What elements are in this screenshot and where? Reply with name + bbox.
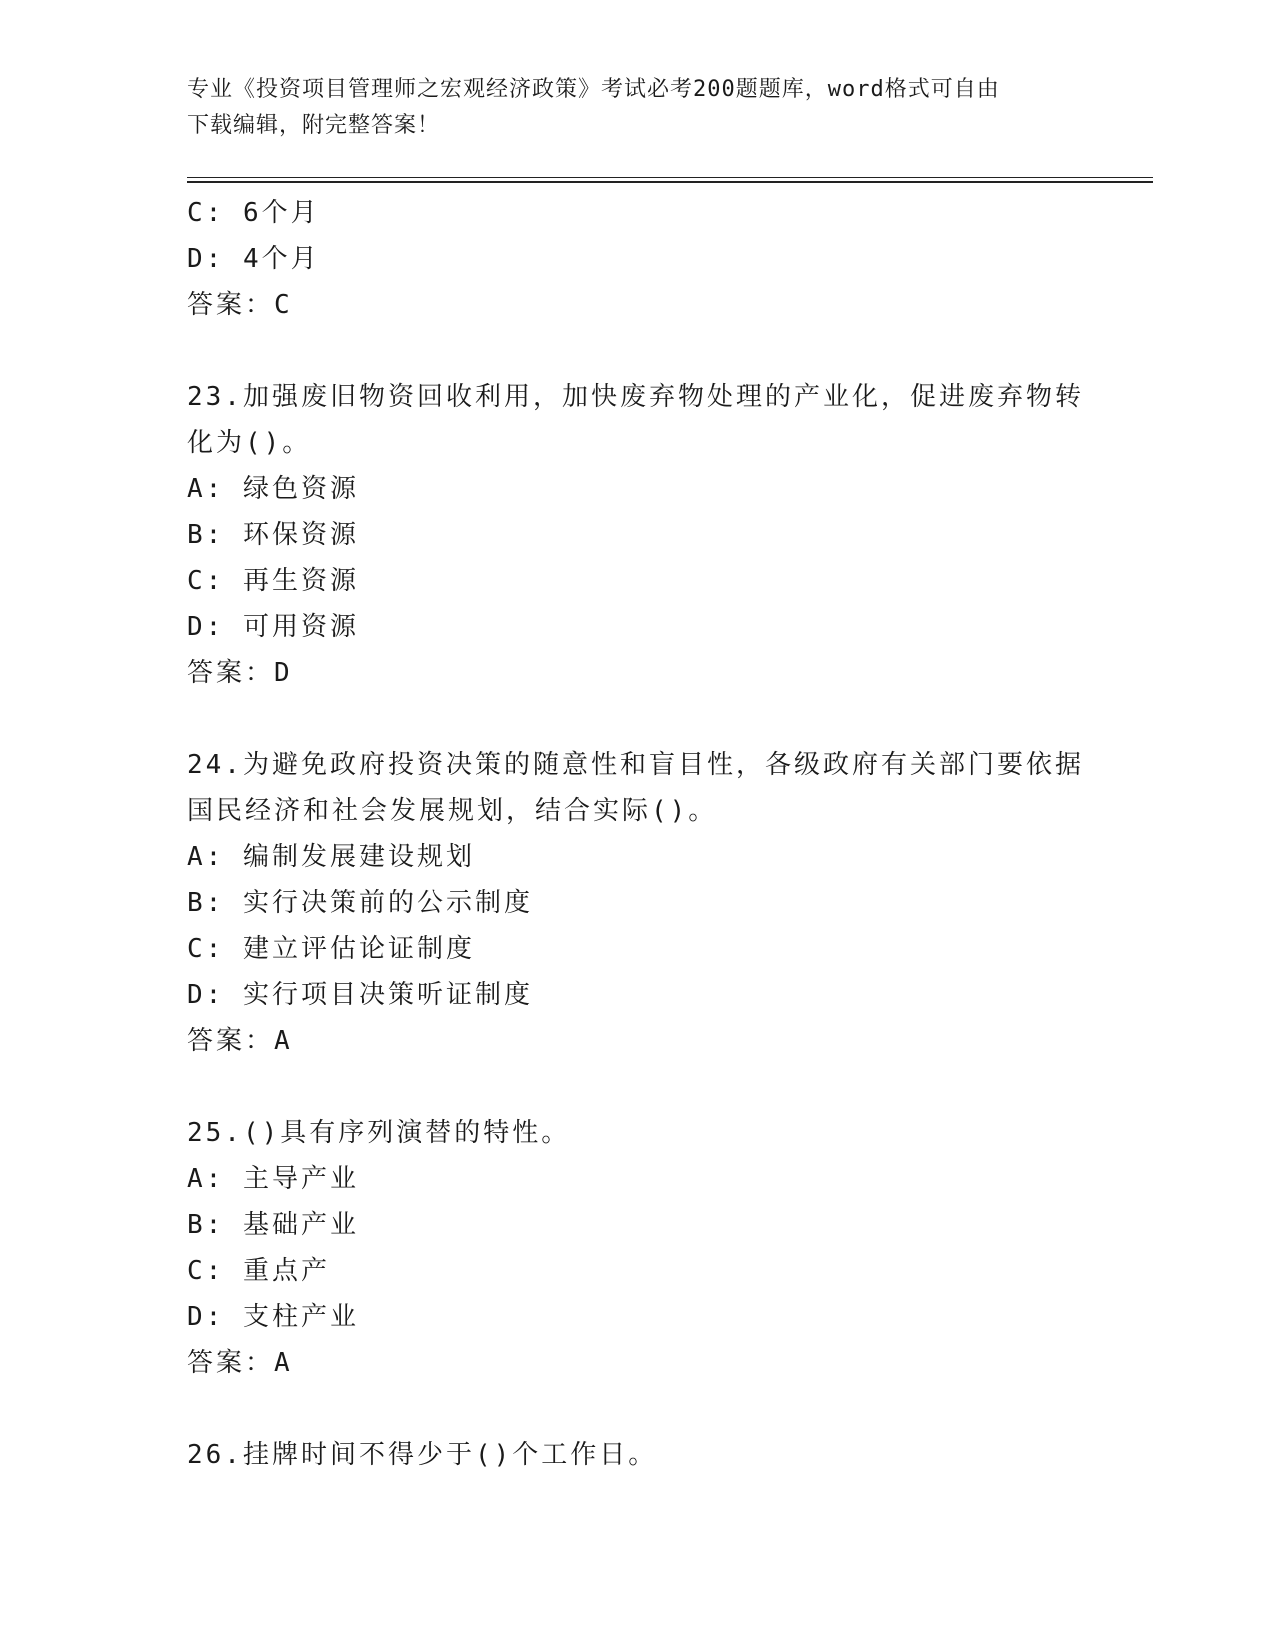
option-d: D: 支柱产业 xyxy=(187,1302,359,1332)
question-stem-continued: 化为()。 xyxy=(187,428,312,458)
question-24 xyxy=(187,742,1107,1064)
question-stem: 24.为避免政府投资决策的随意性和盲目性，各级政府有关部门要依据 xyxy=(187,750,1084,780)
question-stem: 26.挂牌时间不得少于()个工作日。 xyxy=(187,1440,658,1470)
question-25 xyxy=(187,1110,1107,1386)
option-d: D: 实行项目决策听证制度 xyxy=(187,980,533,1010)
option-b: B: 基础产业 xyxy=(187,1210,359,1240)
answer: 答案：D xyxy=(187,658,293,688)
option-c: C: 建立评估论证制度 xyxy=(187,934,475,964)
spacer xyxy=(187,1064,1107,1110)
document-header xyxy=(187,72,1067,144)
option-a: A: 主导产业 xyxy=(187,1164,359,1194)
question-stem: 23.加强废旧物资回收利用，加快废弃物处理的产业化，促进废弃物转 xyxy=(187,382,1084,412)
carryover-answer: 答案：C xyxy=(187,290,293,320)
header-line-2: 下载编辑，附完整答案！ xyxy=(187,113,441,138)
answer: 答案：A xyxy=(187,1348,293,1378)
option-c: C: 重点产 xyxy=(187,1256,330,1286)
option-d: D: 可用资源 xyxy=(187,612,359,642)
header-divider-thick xyxy=(187,181,1153,183)
option-a: A: 编制发展建设规划 xyxy=(187,842,475,872)
answer: 答案：A xyxy=(187,1026,293,1056)
option-b: B: 实行决策前的公示制度 xyxy=(187,888,533,918)
question-list xyxy=(187,190,1107,1478)
spacer xyxy=(187,1386,1107,1432)
question-stem: 25.()具有序列演替的特性。 xyxy=(187,1118,571,1148)
header-line-1: 专业《投资项目管理师之宏观经济政策》考试必考200题题库，word格式可自由 xyxy=(187,77,1000,102)
option-c: C: 再生资源 xyxy=(187,566,359,596)
spacer xyxy=(187,696,1107,742)
carryover-option-d: D: 4个月 xyxy=(187,244,320,274)
carryover-option-c: C: 6个月 xyxy=(187,198,320,228)
question-stem-continued: 国民经济和社会发展规划，结合实际()。 xyxy=(187,796,718,826)
header-divider-thin xyxy=(187,177,1153,178)
spacer xyxy=(187,328,1107,374)
option-b: B: 环保资源 xyxy=(187,520,359,550)
option-a: A: 绿色资源 xyxy=(187,474,359,504)
question-26 xyxy=(187,1432,1107,1478)
question-23 xyxy=(187,374,1107,696)
